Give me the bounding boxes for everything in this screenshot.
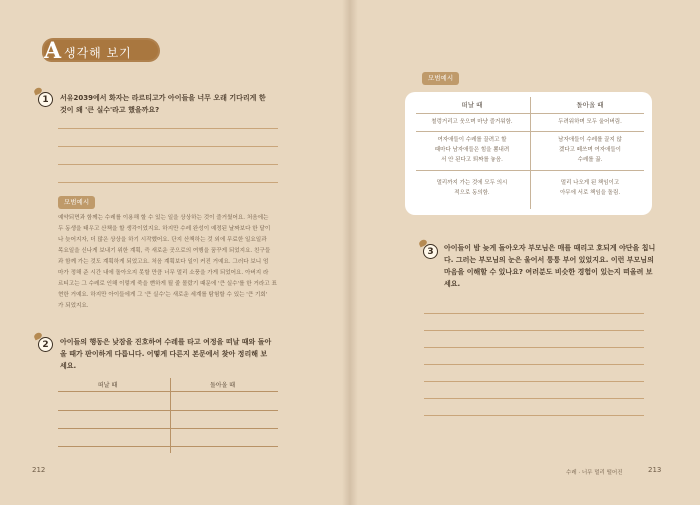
answer-line[interactable] [424, 381, 644, 382]
table-divider [170, 378, 171, 453]
card-cell-line: 두려워하며 모두 울어버림. [558, 119, 622, 125]
question-3-line: 마음을 이해할 수 있나요? 여러분도 비슷한 경험이 있는지 떠올려 보 [444, 268, 653, 276]
question-3-line: 다. 그러는 부모님의 눈은 울어서 퉁퉁 부어 있었지요. 이런 부모님의 [444, 256, 654, 264]
card-cell-line: 적으로 동의함. [454, 190, 490, 196]
answer-line[interactable] [58, 164, 278, 165]
question-2-line: 세요. [60, 362, 77, 370]
example-line: 가 되었지요. [58, 303, 89, 309]
card-cell-line: 서 안 된다고 퇴짜를 놓음. [441, 157, 503, 163]
question-2-text [60, 336, 271, 372]
example-line: 예약되면과 함께는 수레를 이용해 할 수 있는 일을 상상하는 것이 즐거웠어요. 처음에는 [58, 215, 269, 221]
example-label-right: 모범예시 [422, 72, 459, 85]
answer-line[interactable] [58, 146, 278, 147]
question-number-1: 1 [38, 92, 53, 107]
card-divider [530, 97, 531, 209]
card-cell [416, 117, 528, 127]
eiffel-tower-icon: A [44, 38, 62, 64]
card-cell-line: 여자애들이 수레를 끌려고 할 [437, 137, 507, 143]
question-3-line: 세요. [444, 280, 461, 288]
example-label: 모범예시 [58, 196, 95, 209]
answer-line[interactable] [58, 128, 278, 129]
card-cell-line: 남자애들이 수레를 끌지 않 [558, 137, 622, 143]
answer-line[interactable] [424, 330, 644, 331]
question-1-text [60, 92, 266, 116]
table-rule [58, 391, 278, 392]
question-1-line: 것이 왜 '큰 실수'라고 했을까요? [60, 106, 160, 114]
question-number-3: 3 [423, 244, 438, 259]
table-header-depart: 떠날 때 [98, 382, 118, 389]
card-cell-line: 철렁거리고 웃으며 마냥 즐거워함. [431, 119, 513, 125]
example-line: 목요일을 신나게 보내기 위한 계획, 즉 새로운 곳으로의 여행을 꿈꾸게 되었지요. 친구들 [58, 248, 271, 254]
card-cell [534, 178, 646, 198]
card-cell-line: 겠다고 떼쓰며 여자애들이 [559, 147, 621, 153]
page-number-right: 213 [648, 466, 662, 474]
question-3-line: 아이들이 밤 늦게 돌아오자 부모님은 매를 때리고 호되게 야단을 칩니 [444, 244, 656, 252]
card-header-return: 돌아올 때 [576, 101, 604, 109]
answer-line[interactable] [424, 364, 644, 365]
question-1-line: 서유2039에서 화자는 라르티고가 아이들을 너무 오래 기다리게 한 [60, 94, 266, 102]
card-cell-line: 수레를 끎. [577, 157, 603, 163]
question-2-line: 올 때가 판이하게 다릅니다. 어떻게 다른지 본문에서 찾아 정리해 보 [60, 350, 268, 358]
card-cell-line: 아무에 서로 책임을 돌림. [559, 190, 621, 196]
example-line: 르티고는 그 수레로 인해 이렇게 죽을 뻔하게 될 줄 몰랐기 때문에 '큰 실수'를 한 거라고 표 [58, 281, 277, 287]
card-cell [534, 135, 646, 165]
answer-line[interactable] [424, 398, 644, 399]
table-rule[interactable] [58, 428, 278, 429]
example-line: 나 늦어지자, 더 많은 상상을 하기 시작했어요. 단지 산책하는 것 외에 무료한 일요일과 [58, 237, 267, 243]
running-head: 수레 · 너무 멀리 떨어진 [566, 470, 623, 476]
answer-line[interactable] [424, 313, 644, 314]
card-header-depart: 떠날 때 [461, 101, 483, 109]
table-header-return: 돌아올 때 [210, 382, 236, 389]
example-paragraph [58, 213, 298, 312]
table-rule[interactable] [58, 446, 278, 447]
question-number-2: 2 [38, 337, 53, 352]
page-gutter [342, 0, 358, 505]
card-cell-line: 때마다 남자애들은 힘을 뽐내려 [434, 147, 510, 153]
card-cell [416, 178, 528, 198]
example-line: 마가 정해 준 시간 내에 돌아오지 못할 만큼 너무 멀리 소풍을 가게 되었어요. 아버지 라 [58, 270, 269, 276]
card-cell-line: 멀리까지 가는 것에 모두 의시 [436, 180, 508, 186]
answer-line[interactable] [58, 182, 278, 183]
card-cell [534, 117, 646, 127]
section-title: 생각해 보기 [64, 46, 132, 60]
example-line: 과 함께 가는 것도 계획하게 되었고요. 처음 계획보다 일이 커진 거예요. 그러다 보니 엄 [58, 259, 269, 265]
page-number-left: 212 [32, 466, 46, 474]
card-cell [416, 135, 528, 165]
table-rule[interactable] [58, 410, 278, 411]
example-line: 현한 거예요. 하지만 아이들에게 그 '큰 실수'는 새로운 세계를 탐험할 수 있는 '큰 기회' [58, 292, 268, 298]
card-cell-line: 멀리 나오게 된 책임이고 [560, 180, 620, 186]
question-3-text [444, 242, 669, 290]
answer-line[interactable] [424, 415, 644, 416]
answer-line[interactable] [424, 347, 644, 348]
question-2-line: 아이들의 행동은 낮잠을 진호하여 수레를 타고 여정을 떠날 때와 돌아 [60, 338, 272, 346]
example-line: 두 동생을 태우고 산책을 할 생각이었지요. 하지만 수레 완성이 예정된 날짜보다 한 달이 [58, 226, 271, 232]
